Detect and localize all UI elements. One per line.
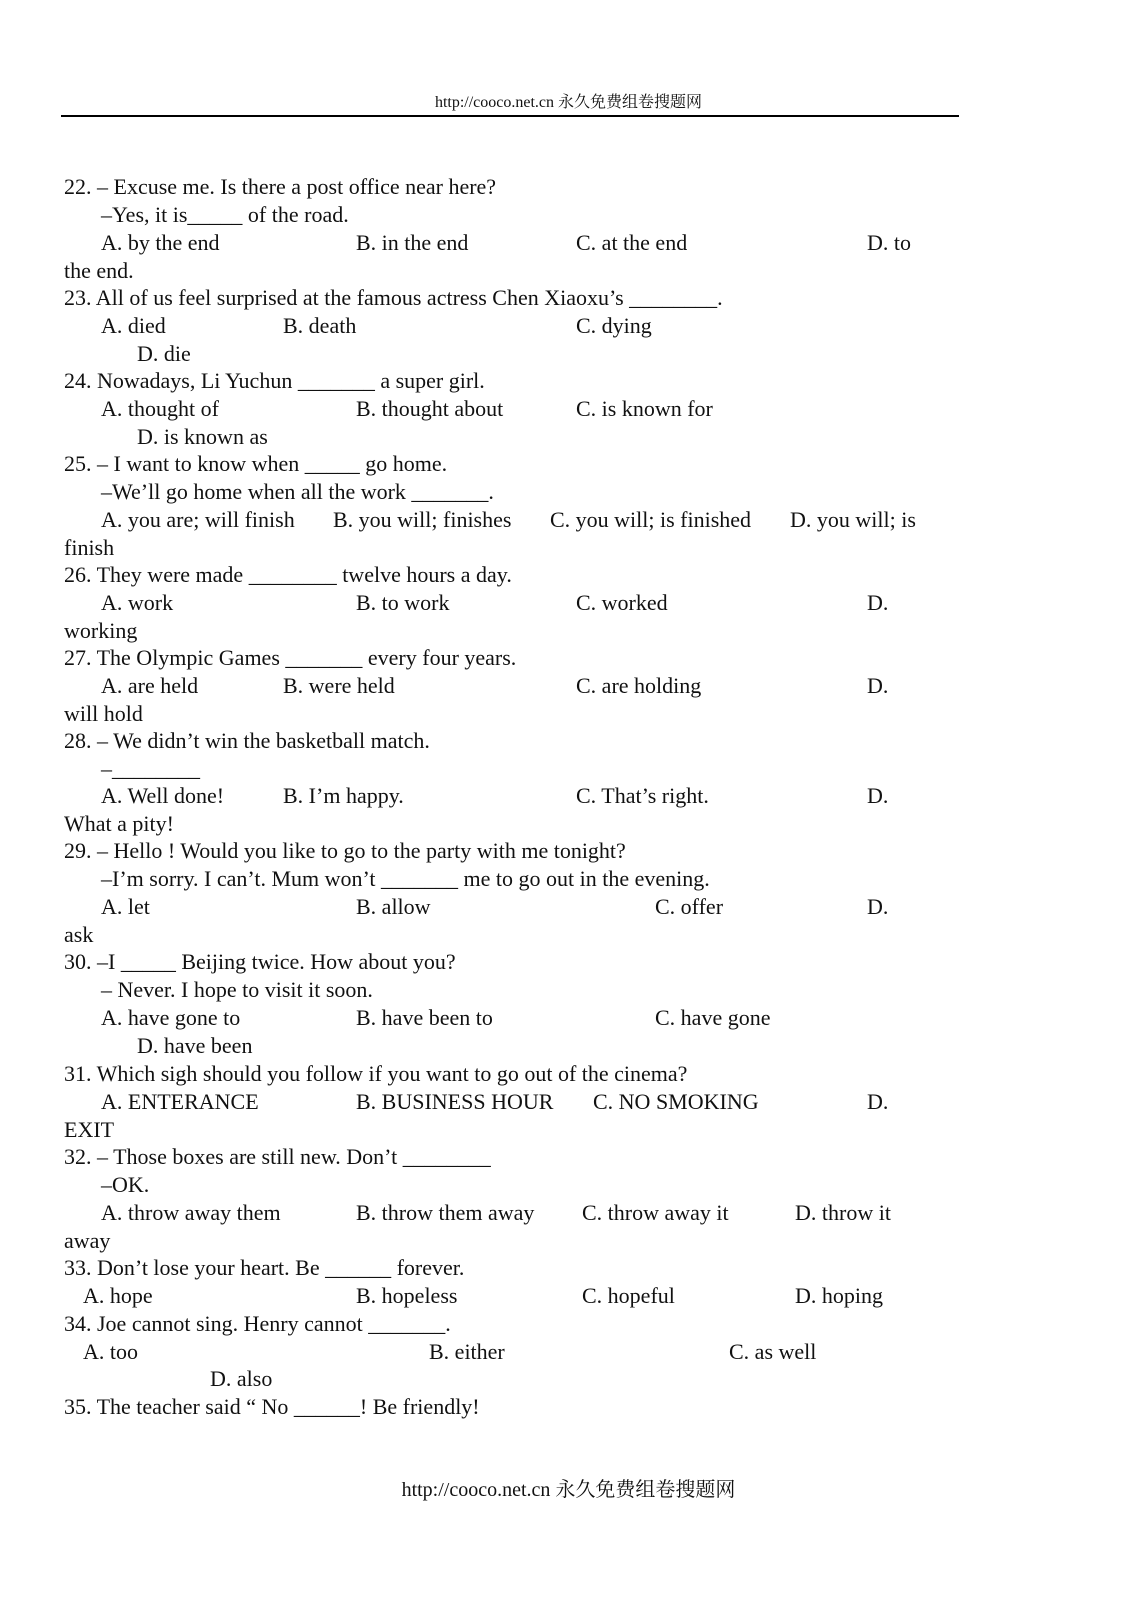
q22-option-d-cont: the end. [64,258,134,283]
q26-option-d-cont: working [64,618,138,643]
q24-option-d: D. is known as [137,424,268,449]
q25-option-d-cont: finish [64,535,115,560]
q33-option-d: D. hoping [795,1283,883,1308]
q32-stem2: –OK. [101,1172,150,1197]
q27-stem: 27. The Olympic Games _______ every four years. [64,645,517,670]
q33-stem: 33. Don’t lose your heart. Be ______ forever. [64,1255,465,1280]
q25-stem: 25. – I want to know when _____ go home. [64,451,448,476]
q34-option-b: B. either [429,1339,505,1364]
q29-option-a: A. let [101,894,150,919]
q28-stem2: –________ [101,756,200,781]
q26-stem: 26. They were made ________ twelve hours a day. [64,562,512,587]
q30-stem: 30. –I _____ Beijing twice. How about you? [64,949,456,974]
q29-stem: 29. – Hello ! Would you like to go to the party with me tonight? [64,838,626,863]
q31-stem: 31. Which sigh should you follow if you want to go out of the cinema? [64,1061,688,1086]
q25-option-c: C. you will; is finished [550,507,752,532]
q24-option-a: A. thought of [101,396,219,421]
q32-option-d: D. throw it [795,1200,891,1225]
q24-option-c: C. is known for [576,396,713,421]
q25-stem2: –We’ll go home when all the work _______. [101,479,494,504]
q27-option-a: A. are held [101,673,199,698]
q22-option-d: D. to [867,230,911,255]
q32-stem: 32. – Those boxes are still new. Don’t ________ [64,1144,491,1169]
q29-option-d-cont: ask [64,922,94,947]
q23-option-a: A. died [101,313,166,338]
q28-option-d-cont: What a pity! [64,811,174,836]
q30-option-b: B. have been to [356,1005,493,1030]
q34-option-d: D. also [210,1366,273,1391]
q34-stem: 34. Joe cannot sing. Henry cannot _______. [64,1311,451,1336]
q26-option-d: D. [867,590,889,615]
page-footer: http://cooco.net.cn 永久免费组卷搜题网 [401,1479,736,1501]
q31-option-a: A. ENTERANCE [101,1089,259,1114]
q27-option-d: D. [867,673,889,698]
q23-option-d: D. die [137,341,191,366]
q28-stem: 28. – We didn’t win the basketball match. [64,728,430,753]
q25-option-a: A. you are; will finish [101,507,295,532]
q26-option-a: A. work [101,590,174,615]
q23-stem: 23. All of us feel surprised at the famous actress Chen Xiaoxu’s ________. [64,285,723,310]
q30-option-d: D. have been [137,1033,253,1058]
q32-option-c: C. throw away it [582,1200,729,1225]
q22-option-c: C. at the end [576,230,688,255]
q22-stem2: –Yes, it is_____ of the road. [101,202,349,227]
q32-option-a: A. throw away them [101,1200,281,1225]
q27-option-c: C. are holding [576,673,702,698]
q33-option-c: C. hopeful [582,1283,675,1308]
q28-option-a: A. Well done! [101,783,225,808]
q26-option-c: C. worked [576,590,668,615]
q25-option-b: B. you will; finishes [333,507,512,532]
page-header: http://cooco.net.cn 永久免费组卷搜题网 [434,94,703,111]
q30-option-c: C. have gone [655,1005,771,1030]
q29-stem2: –I’m sorry. I can’t. Mum won’t _______ me to go out in the evening. [101,866,710,891]
q31-option-b: B. BUSINESS HOUR [356,1089,554,1114]
q29-option-d: D. [867,894,889,919]
q32-option-b: B. throw them away [356,1200,535,1225]
q30-stem2: – Never. I hope to visit it soon. [101,977,373,1002]
q34-option-a: A. too [83,1339,138,1364]
q31-option-d-cont: EXIT [64,1117,115,1142]
q29-option-c: C. offer [655,894,724,919]
q25-option-d: D. you will; is [790,507,916,532]
q23-option-c: C. dying [576,313,652,338]
q23-option-b: B. death [283,313,357,338]
q33-option-a: A. hope [83,1283,153,1308]
q22-option-a: A. by the end [101,230,220,255]
q28-option-c: C. That’s right. [576,783,709,808]
q34-option-c: C. as well [729,1339,817,1364]
q24-option-b: B. thought about [356,396,504,421]
q33-option-b: B. hopeless [356,1283,458,1308]
q24-stem: 24. Nowadays, Li Yuchun _______ a super girl. [64,368,485,393]
q27-option-b: B. were held [283,673,395,698]
q22-stem: 22. – Excuse me. Is there a post office near here? [64,174,497,199]
q31-option-c: C. NO SMOKING [593,1089,759,1114]
q31-option-d: D. [867,1089,889,1114]
q26-option-b: B. to work [356,590,450,615]
header-rule [61,115,959,117]
q28-option-b: B. I’m happy. [283,783,404,808]
q28-option-d: D. [867,783,889,808]
q22-option-b: B. in the end [356,230,469,255]
q32-option-d-cont: away [64,1228,111,1253]
q29-option-b: B. allow [356,894,431,919]
q27-option-d-cont: will hold [64,701,143,726]
q30-option-a: A. have gone to [101,1005,241,1030]
q35-stem: 35. The teacher said “ No ______! Be friendly! [64,1394,480,1419]
